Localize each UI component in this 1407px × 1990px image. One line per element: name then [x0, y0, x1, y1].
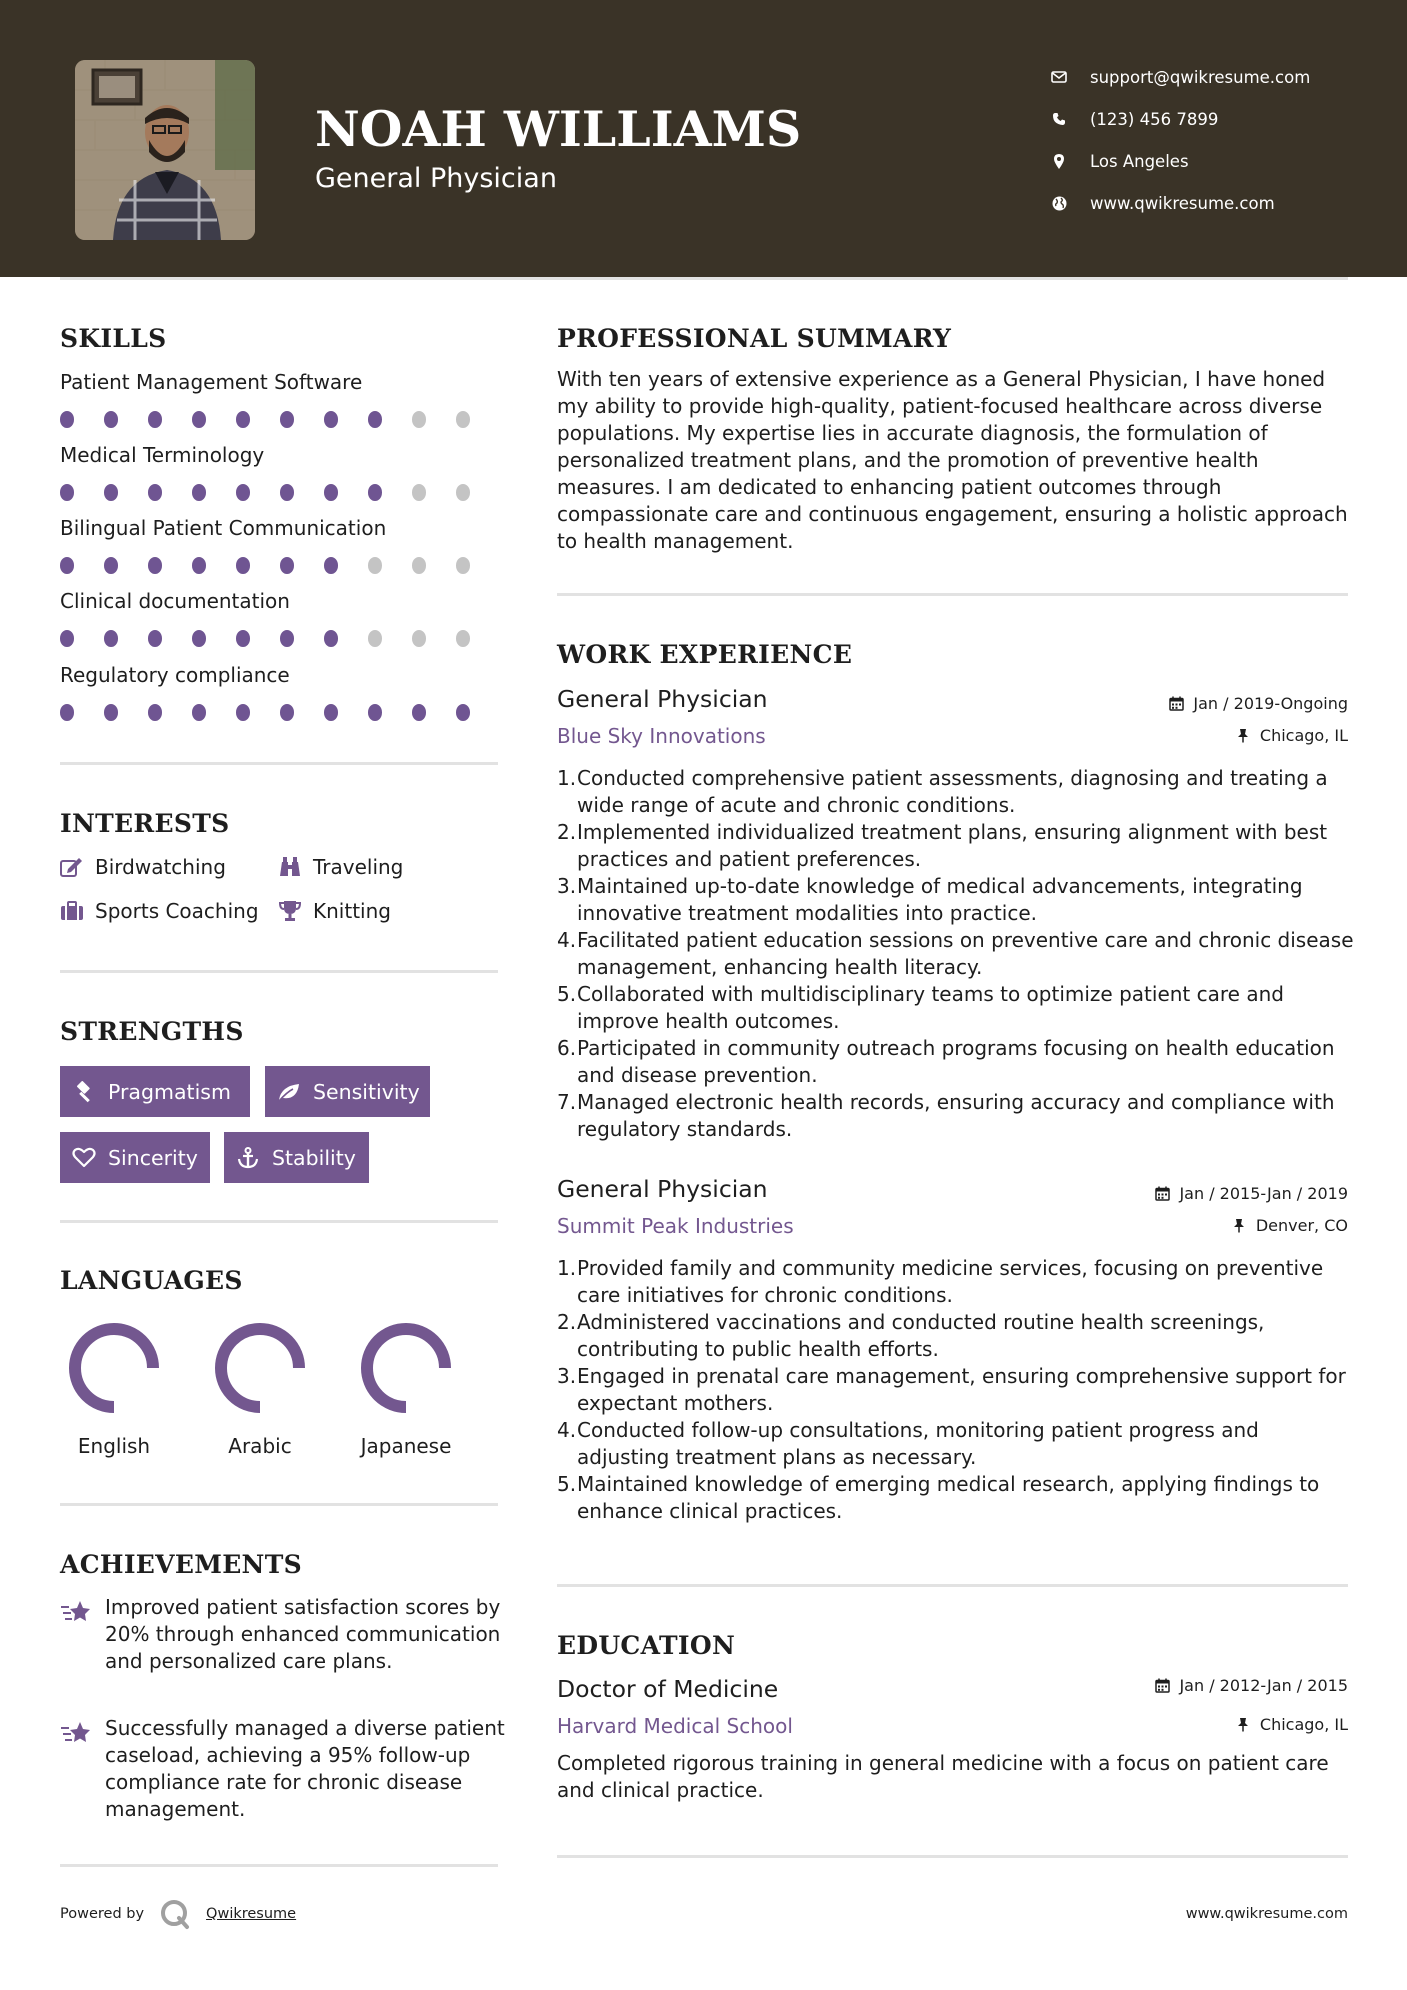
skill-item — [60, 443, 500, 501]
bullet-number: 3. — [557, 874, 577, 898]
skill-rating — [60, 484, 500, 501]
section-divider — [557, 1584, 1348, 1587]
profile-photo — [75, 60, 255, 240]
section-divider — [60, 970, 498, 973]
job-location-text: Chicago, IL — [1259, 726, 1348, 745]
skill-dot — [412, 484, 426, 501]
skill-dot — [412, 411, 426, 428]
skill-dot — [368, 630, 382, 647]
bullet-text: Conducted comprehensive patient assessments, diagnosing and treating a wide range of acute and chronic conditions. — [577, 766, 1328, 817]
globe-icon — [1050, 194, 1068, 212]
interests-heading: INTERESTS — [60, 809, 230, 838]
skill-dot — [60, 704, 74, 721]
gavel-icon — [72, 1081, 96, 1103]
header-divider — [60, 277, 1348, 280]
bullet-text: Collaborated with multidisciplinary teams to optimize patient care and improve health outcomes. — [577, 982, 1284, 1033]
language-name: Japanese — [360, 1434, 452, 1458]
skill-dot — [236, 704, 250, 721]
skill-dot — [192, 411, 206, 428]
section-divider — [557, 1855, 1348, 1858]
skill-dot — [192, 557, 206, 574]
skill-dot — [368, 411, 382, 428]
bullet-text: Maintained knowledge of emerging medical research, applying findings to enhance clinical practices. — [577, 1472, 1320, 1523]
skill-dot — [148, 411, 162, 428]
strength-chip — [60, 1066, 250, 1117]
skill-dot — [60, 411, 74, 428]
language-progress-arc — [221, 1329, 299, 1407]
skill-dot — [280, 557, 294, 574]
skill-dot — [324, 704, 338, 721]
education-dates-text: Jan / 2012-Jan / 2015 — [1179, 1676, 1348, 1695]
skill-dot — [456, 411, 470, 428]
job-dates-text: Jan / 2019-Ongoing — [1193, 694, 1348, 713]
bullet-text: Administered vaccinations and conducted routine health screenings, contributing to public health efforts. — [577, 1310, 1265, 1361]
skill-dot — [456, 484, 470, 501]
language-progress-arc — [75, 1329, 153, 1407]
skill-dot — [412, 630, 426, 647]
skill-rating — [60, 557, 500, 574]
strength-label: Sincerity — [108, 1145, 198, 1170]
calendar-icon — [1168, 696, 1184, 712]
bullet-number: 4. — [557, 928, 577, 952]
skill-dot — [236, 557, 250, 574]
job-bullet — [557, 1471, 1357, 1525]
achievements-heading: ACHIEVEMENTS — [60, 1550, 302, 1579]
interest-item — [278, 855, 403, 879]
education-description: Completed rigorous training in general medicine with a focus on patient care and clinical practice. — [557, 1751, 1329, 1802]
skill-dot — [236, 484, 250, 501]
strength-label: Pragmatism — [108, 1079, 231, 1104]
candidate-role: General Physician — [315, 163, 557, 194]
qwikresume-logo-icon — [158, 1897, 192, 1931]
skill-dot — [60, 557, 74, 574]
skill-dot — [192, 630, 206, 647]
education-heading: EDUCATION — [557, 1631, 736, 1660]
bullet-number: 7. — [557, 1090, 577, 1114]
skill-item — [60, 370, 500, 428]
skill-dot — [324, 484, 338, 501]
language-item — [205, 1318, 315, 1458]
bullet-text: Engaged in prenatal care management, ensuring comprehensive support for expectant mothers. — [577, 1364, 1346, 1415]
skill-dot — [456, 630, 470, 647]
skill-dot — [148, 557, 162, 574]
strength-chip — [224, 1132, 369, 1183]
job-bullet — [557, 927, 1357, 981]
skill-dot — [192, 484, 206, 501]
bullet-number: 2. — [557, 1310, 577, 1334]
job-title: General Physician — [557, 685, 768, 713]
contact-website-text: www.qwikresume.com — [1090, 193, 1275, 213]
strengths-heading: STRENGTHS — [60, 1017, 244, 1046]
bullet-number: 5. — [557, 1472, 577, 1496]
skill-dot — [456, 557, 470, 574]
skill-item — [60, 589, 500, 647]
section-divider — [60, 1503, 498, 1506]
heart-icon — [72, 1147, 96, 1169]
skill-name: Medical Terminology — [60, 443, 265, 467]
education-location-text: Chicago, IL — [1259, 1715, 1348, 1734]
language-progress-ring — [356, 1318, 456, 1418]
job-bullet — [557, 1363, 1357, 1417]
skill-dot — [412, 557, 426, 574]
company-name: Blue Sky Innovations — [557, 724, 766, 748]
pushpin-icon — [1235, 728, 1251, 744]
achievement-text: Improved patient satisfaction scores by 20% through enhanced communication and personalized care plans. — [105, 1595, 501, 1673]
degree-title: Doctor of Medicine — [557, 1675, 779, 1703]
skill-name: Patient Management Software — [60, 370, 363, 394]
skill-item — [60, 663, 500, 721]
job-dates-text: Jan / 2015-Jan / 2019 — [1179, 1184, 1348, 1203]
bullet-text: Participated in community outreach programs focusing on health education and disease prevention. — [577, 1036, 1335, 1087]
skill-dot — [236, 411, 250, 428]
language-item — [351, 1318, 461, 1458]
interest-label: Sports Coaching — [95, 899, 259, 923]
skill-dot — [324, 411, 338, 428]
summary-heading: PROFESSIONAL SUMMARY — [557, 324, 952, 353]
anchor-icon — [236, 1147, 260, 1169]
envelope-icon — [1050, 68, 1068, 86]
skill-dot — [280, 704, 294, 721]
bullet-number: 3. — [557, 1364, 577, 1388]
job-dates — [1168, 694, 1348, 713]
strength-chip — [265, 1066, 430, 1117]
skill-rating — [60, 630, 500, 647]
interest-label: Birdwatching — [95, 855, 226, 879]
skill-dot — [412, 704, 426, 721]
job-bullets — [557, 1255, 1357, 1525]
bullet-text: Maintained up-to-date knowledge of medical advancements, integrating innovative treatment modalities into practice. — [577, 874, 1303, 925]
job-bullet — [557, 1089, 1357, 1143]
interest-item — [60, 855, 226, 879]
achievement-item — [60, 1594, 510, 1675]
powered-by-text: Powered by — [60, 1906, 145, 1922]
language-progress-ring — [210, 1318, 310, 1418]
bullet-number: 5. — [557, 982, 577, 1006]
skill-dot — [368, 704, 382, 721]
footer-url[interactable]: www.qwikresume.com — [1185, 1906, 1348, 1922]
calendar-icon — [1154, 1678, 1170, 1694]
pencil-square-icon — [60, 856, 84, 878]
job-bullet — [557, 1417, 1357, 1471]
job-bullet — [557, 765, 1357, 819]
job-dates — [1154, 1184, 1348, 1203]
bullet-number: 1. — [557, 766, 577, 790]
strength-chip — [60, 1132, 210, 1183]
interest-label: Knitting — [313, 899, 391, 923]
skill-name: Clinical documentation — [60, 589, 290, 613]
language-item — [59, 1318, 169, 1458]
skill-dot — [368, 484, 382, 501]
job-location — [1235, 726, 1348, 745]
job-location-text: Denver, CO — [1255, 1216, 1348, 1235]
achievement-item — [60, 1715, 510, 1823]
bullet-number: 2. — [557, 820, 577, 844]
pushpin-icon — [1231, 1218, 1247, 1234]
section-divider — [60, 1864, 498, 1867]
language-name: English — [77, 1434, 151, 1458]
bullet-text: Implemented individualized treatment plans, ensuring alignment with best practices and patient preferences. — [577, 820, 1328, 871]
shooting-star-icon — [60, 1719, 92, 1749]
skill-dot — [280, 484, 294, 501]
skill-dot — [104, 704, 118, 721]
calendar-icon — [1154, 1186, 1170, 1202]
language-progress-ring — [64, 1318, 164, 1418]
interest-label: Traveling — [313, 855, 404, 879]
contact-phone-text: (123) 456 7899 — [1090, 109, 1219, 129]
skill-dot — [60, 630, 74, 647]
bullet-number: 6. — [557, 1036, 577, 1060]
bullet-text: Conducted follow-up consultations, monitoring patient progress and adjusting treatment plans as necessary. — [577, 1418, 1259, 1469]
contact-email[interactable] — [1050, 56, 1380, 98]
job-bullet — [557, 1309, 1357, 1363]
job-title: General Physician — [557, 1175, 768, 1203]
bullet-number: 1. — [557, 1256, 577, 1280]
skill-dot — [192, 704, 206, 721]
job-bullet — [557, 819, 1357, 873]
shooting-star-icon — [60, 1598, 92, 1628]
strength-label: Stability — [272, 1145, 356, 1170]
experience-heading: WORK EXPERIENCE — [557, 640, 853, 669]
skill-dot — [148, 704, 162, 721]
contact-location — [1050, 140, 1380, 182]
skill-name: Regulatory compliance — [60, 663, 290, 687]
achievement-text: Successfully managed a diverse patient caseload, achieving a 95% follow-up compliance rate for chronic disease management. — [105, 1716, 505, 1821]
map-pin-icon — [1050, 152, 1068, 170]
briefcase-icon — [60, 900, 84, 922]
skill-dot — [104, 411, 118, 428]
languages-heading: LANGUAGES — [60, 1266, 243, 1295]
skill-dot — [104, 630, 118, 647]
skill-dot — [456, 704, 470, 721]
candidate-name: NOAH WILLIAMS — [315, 100, 802, 158]
bullet-number: 4. — [557, 1418, 577, 1442]
leaf-icon — [277, 1081, 301, 1103]
skill-dot — [60, 484, 74, 501]
summary-text: With ten years of extensive experience as a General Physician, I have honed my ability to provide high-quality, patient-focused healthcare across diverse populations. My expertise lies in accurate diagnosis, the formulation of personalized treatment plans, and the promotion of preventive health measures. I am dedicated to enhancing patient outcomes through compassionate care and continuous engagement, ensuring a holistic approach to health management. — [557, 367, 1348, 553]
footer-powered-by — [60, 1897, 296, 1931]
qwikresume-link[interactable]: Qwikresume — [206, 1906, 297, 1922]
header — [0, 0, 1407, 277]
contact-email-text: support@qwikresume.com — [1090, 67, 1311, 87]
section-divider — [60, 1220, 498, 1223]
skills-heading: SKILLS — [60, 324, 167, 353]
skill-dot — [368, 557, 382, 574]
contact-location-text: Los Angeles — [1090, 151, 1189, 171]
language-progress-arc — [367, 1329, 445, 1407]
job-bullet — [557, 1255, 1357, 1309]
education-dates — [1154, 1676, 1348, 1695]
language-name: Arabic — [228, 1434, 292, 1458]
bullet-text: Managed electronic health records, ensuring accuracy and compliance with regulatory standards. — [577, 1090, 1335, 1141]
section-divider — [60, 762, 498, 765]
school-name: Harvard Medical School — [557, 1714, 793, 1738]
education-location — [1235, 1715, 1348, 1734]
interest-item — [278, 899, 391, 923]
skill-dot — [236, 630, 250, 647]
job-bullet — [557, 981, 1357, 1035]
job-bullets — [557, 765, 1357, 1143]
bullet-text: Provided family and community medicine services, focusing on preventive care initiatives for chronic conditions. — [577, 1256, 1324, 1307]
job-bullet — [557, 1035, 1357, 1089]
skill-dot — [148, 484, 162, 501]
job-location — [1231, 1216, 1348, 1235]
bullet-text: Facilitated patient education sessions on preventive care and chronic disease management, enhancing health literacy. — [577, 928, 1354, 979]
skill-dot — [104, 557, 118, 574]
contact-list — [1050, 56, 1380, 224]
contact-phone[interactable] — [1050, 98, 1380, 140]
skill-dot — [280, 630, 294, 647]
trophy-icon — [278, 900, 302, 922]
strength-label: Sensitivity — [313, 1079, 420, 1104]
company-name: Summit Peak Industries — [557, 1214, 794, 1238]
pushpin-icon — [1235, 1717, 1251, 1733]
skill-item — [60, 516, 500, 574]
skill-rating — [60, 411, 500, 428]
phone-icon — [1050, 110, 1068, 128]
skill-dot — [148, 630, 162, 647]
skill-dot — [104, 484, 118, 501]
skill-dot — [324, 630, 338, 647]
interest-item — [60, 899, 259, 923]
section-divider — [557, 593, 1348, 596]
skill-dot — [280, 411, 294, 428]
skill-name: Bilingual Patient Communication — [60, 516, 387, 540]
binoculars-icon — [278, 856, 302, 878]
job-bullet — [557, 873, 1357, 927]
skill-rating — [60, 704, 500, 721]
contact-website[interactable] — [1050, 182, 1380, 224]
skill-dot — [324, 557, 338, 574]
